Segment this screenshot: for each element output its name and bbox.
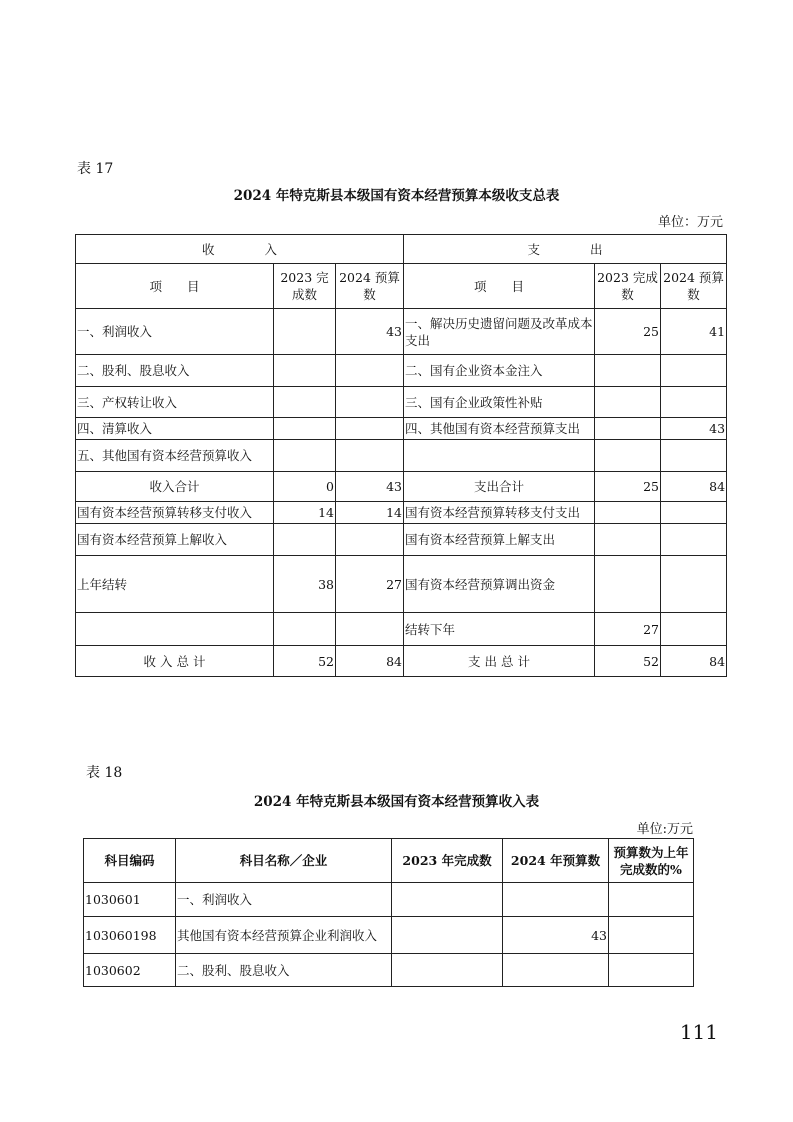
table-17-label: 表 17 xyxy=(77,161,114,177)
table-row xyxy=(84,883,694,917)
income-2024-cell xyxy=(336,440,404,472)
income-2024-cell xyxy=(336,387,404,418)
table-row xyxy=(76,418,727,440)
income-item-header: 项 目 xyxy=(76,264,274,309)
name-cell: 一、利润收入 xyxy=(176,883,392,917)
expense-2023-cell xyxy=(595,556,661,613)
expense-2024-cell: 84 xyxy=(661,646,727,677)
income-item-cell: 一、利润收入 xyxy=(76,309,274,355)
expense-item-cell: 支 出 总 计 xyxy=(404,646,595,677)
income-item-cell: 二、股利、股息收入 xyxy=(76,355,274,387)
y2024-header: 2024 年预算数 xyxy=(503,839,609,883)
expense-item-cell: 国有资本经营预算上解支出 xyxy=(404,524,595,556)
expense-2024-header: 2024 预算数 xyxy=(661,264,727,309)
expense-2023-cell xyxy=(595,502,661,524)
income-2024-cell xyxy=(336,613,404,646)
expense-item-cell: 国有资本经营预算调出资金 xyxy=(404,556,595,613)
income-2023-cell: 52 xyxy=(274,646,336,677)
y2024-cell xyxy=(503,954,609,987)
income-2023-header: 2023 完成数 xyxy=(274,264,336,309)
income-item-cell: 上年结转 xyxy=(76,556,274,613)
income-item-cell: 国有资本经营预算转移支付收入 xyxy=(76,502,274,524)
expense-2023-cell xyxy=(595,387,661,418)
income-2024-cell xyxy=(336,524,404,556)
income-item-cell: 收入合计 xyxy=(76,472,274,502)
income-2024-cell: 43 xyxy=(336,309,404,355)
pct-cell xyxy=(609,883,694,917)
code-cell: 1030601 xyxy=(84,883,176,917)
expense-2023-cell: 52 xyxy=(595,646,661,677)
table-row xyxy=(76,524,727,556)
expense-2023-cell xyxy=(595,418,661,440)
y2023-header: 2023 年完成数 xyxy=(392,839,503,883)
table-row xyxy=(76,556,727,613)
table-17 xyxy=(75,234,727,677)
table-18-label: 表 18 xyxy=(86,765,123,781)
income-2023-cell xyxy=(274,613,336,646)
income-item-cell: 五、其他国有资本经营预算收入 xyxy=(76,440,274,472)
income-item-cell: 国有资本经营预算上解收入 xyxy=(76,524,274,556)
table-row xyxy=(76,309,727,355)
table-row xyxy=(76,440,727,472)
pct-cell xyxy=(609,917,694,954)
table-17-unit: 单位：万元 xyxy=(657,215,723,230)
income-header: 收 入 xyxy=(76,235,404,264)
income-2024-cell: 84 xyxy=(336,646,404,677)
table-17-header-row-1 xyxy=(76,235,727,264)
expense-item-cell: 结转下年 xyxy=(404,613,595,646)
expense-2023-header: 2023 完成数 xyxy=(595,264,661,309)
y2023-cell xyxy=(392,954,503,987)
table-17-header-row-2 xyxy=(76,264,727,309)
income-2023-cell xyxy=(274,309,336,355)
table-row xyxy=(76,472,727,502)
income-2024-cell xyxy=(336,355,404,387)
table-row xyxy=(76,646,727,677)
y2023-cell xyxy=(392,883,503,917)
expense-2024-cell: 43 xyxy=(661,418,727,440)
table-row xyxy=(76,355,727,387)
expense-2024-cell xyxy=(661,440,727,472)
code-cell: 103060198 xyxy=(84,917,176,954)
y2024-cell: 43 xyxy=(503,917,609,954)
code-header: 科目编码 xyxy=(84,839,176,883)
income-2023-cell xyxy=(274,387,336,418)
y2024-cell xyxy=(503,883,609,917)
income-item-cell: 收 入 总 计 xyxy=(76,646,274,677)
income-2024-cell xyxy=(336,418,404,440)
income-2023-cell: 38 xyxy=(274,556,336,613)
income-item-cell xyxy=(76,613,274,646)
table-18-unit: 单位:万元 xyxy=(636,822,693,837)
expense-item-cell: 三、国有企业政策性补贴 xyxy=(404,387,595,418)
expense-2024-cell xyxy=(661,502,727,524)
expense-2023-cell xyxy=(595,524,661,556)
expense-item-cell: 二、国有企业资本金注入 xyxy=(404,355,595,387)
expense-header: 支 出 xyxy=(404,235,727,264)
expense-2024-cell xyxy=(661,613,727,646)
table-row xyxy=(76,613,727,646)
expense-2024-cell: 41 xyxy=(661,309,727,355)
name-cell: 其他国有资本经营预算企业利润收入 xyxy=(176,917,392,954)
income-2023-cell: 14 xyxy=(274,502,336,524)
expense-2023-cell xyxy=(595,440,661,472)
income-2023-cell xyxy=(274,355,336,387)
income-2024-cell: 14 xyxy=(336,502,404,524)
table-row xyxy=(84,954,694,987)
y2023-cell xyxy=(392,917,503,954)
income-2024-header: 2024 预算数 xyxy=(336,264,404,309)
expense-item-cell: 四、其他国有资本经营预算支出 xyxy=(404,418,595,440)
income-2023-cell xyxy=(274,524,336,556)
table-18-title: 2024 年特克斯县本级国有资本经营预算收入表 xyxy=(253,794,540,810)
expense-2023-cell: 25 xyxy=(595,472,661,502)
name-header: 科目名称／企业 xyxy=(176,839,392,883)
income-2024-cell: 43 xyxy=(336,472,404,502)
income-2023-cell xyxy=(274,418,336,440)
expense-2024-cell xyxy=(661,387,727,418)
expense-2024-cell xyxy=(661,355,727,387)
expense-2023-cell: 27 xyxy=(595,613,661,646)
table-row xyxy=(76,502,727,524)
code-cell: 1030602 xyxy=(84,954,176,987)
table-18-header-row xyxy=(84,839,694,883)
table-18 xyxy=(83,838,694,987)
income-2023-cell: 0 xyxy=(274,472,336,502)
table-17-title: 2024 年特克斯县本级国有资本经营预算本级收支总表 xyxy=(233,188,560,204)
pct-header: 预算数为上年完成数的% xyxy=(609,839,694,883)
pct-cell xyxy=(609,954,694,987)
expense-2024-cell xyxy=(661,556,727,613)
income-item-cell: 四、清算收入 xyxy=(76,418,274,440)
expense-item-cell: 一、解决历史遗留问题及改革成本支出 xyxy=(404,309,595,355)
expense-2024-cell: 84 xyxy=(661,472,727,502)
income-item-cell: 三、产权转让收入 xyxy=(76,387,274,418)
income-2023-cell xyxy=(274,440,336,472)
income-2024-cell: 27 xyxy=(336,556,404,613)
expense-item-header: 项 目 xyxy=(404,264,595,309)
page-number: 111 xyxy=(679,1020,718,1044)
expense-2024-cell xyxy=(661,524,727,556)
name-cell: 二、股利、股息收入 xyxy=(176,954,392,987)
table-row xyxy=(76,387,727,418)
expense-2023-cell: 25 xyxy=(595,309,661,355)
table-row xyxy=(84,917,694,954)
expense-item-cell: 支出合计 xyxy=(404,472,595,502)
expense-2023-cell xyxy=(595,355,661,387)
expense-item-cell xyxy=(404,440,595,472)
expense-item-cell: 国有资本经营预算转移支付支出 xyxy=(404,502,595,524)
